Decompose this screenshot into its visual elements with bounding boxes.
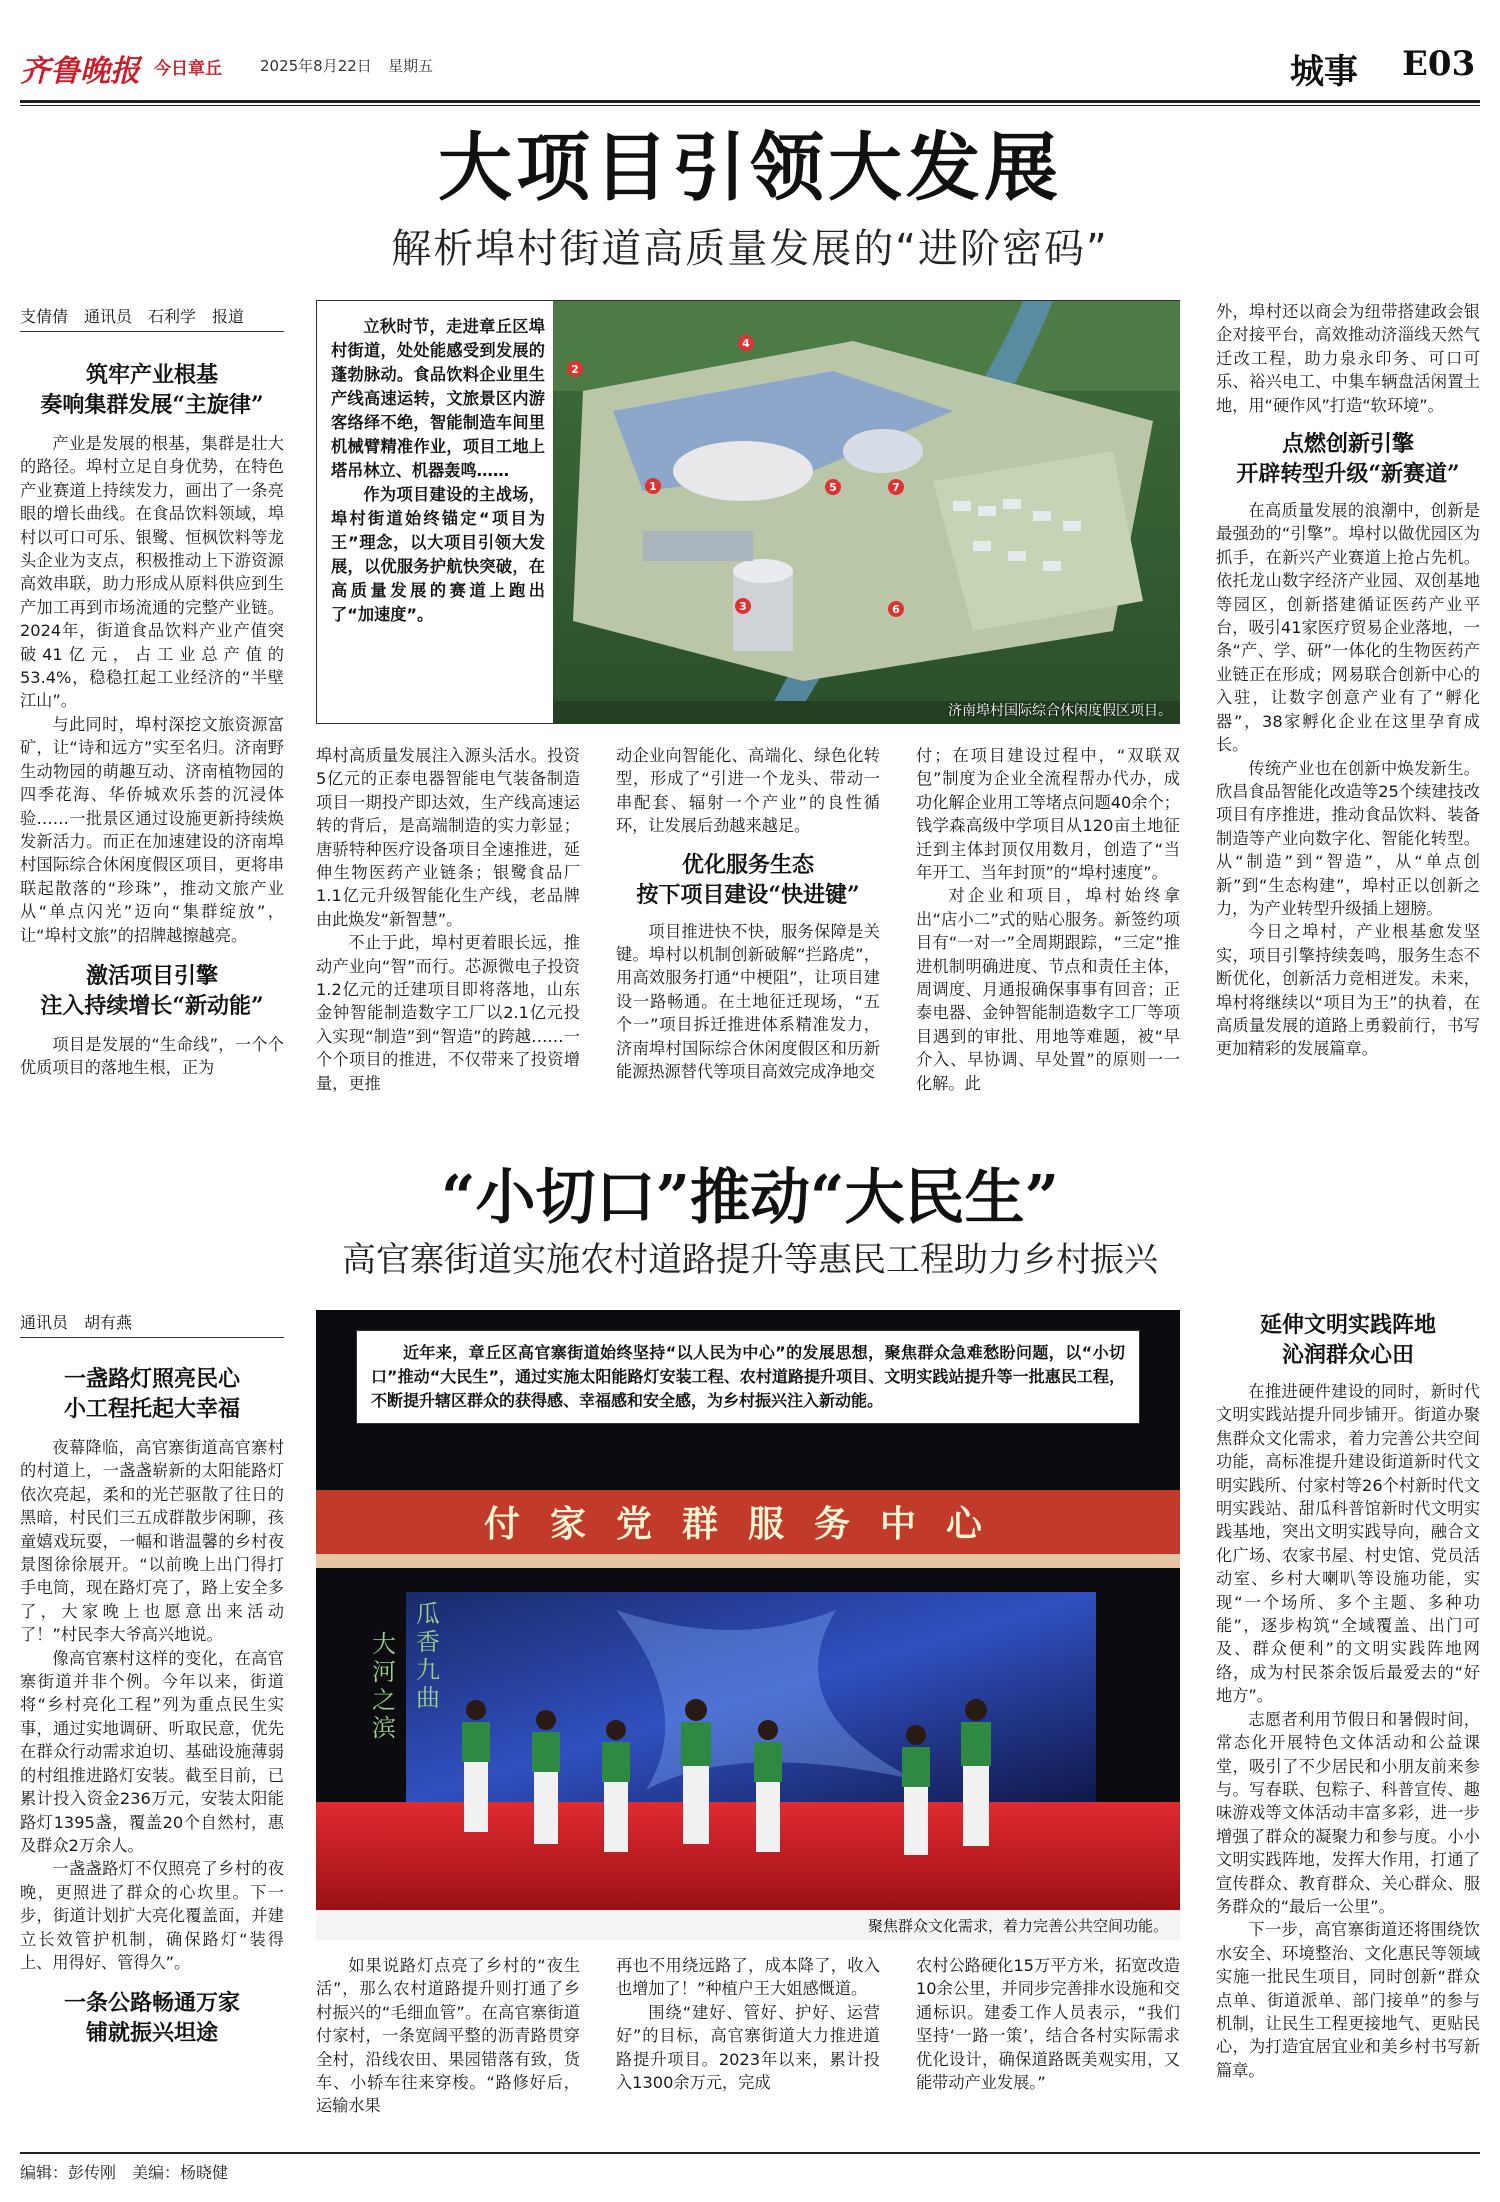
article1-column-1 [20,360,284,1140]
subheading-5a: 点燃创新引擎 [1281,431,1414,458]
section-tag: 今日章丘 [154,59,222,79]
paragraph: 农村公路硬化15万平方米，拓宽改造10余公里，并同步完善排水设施和交通标识。建委工作人员表示，“我们坚持‘一路一策’，结合各村实际需求优化设计，确保道路既美观实用，又能带动产业发展。” [916,1956,1180,2093]
paragraph: 在高质量发展的浪潮中，创新是最强劲的“引擎”。埠村以做优园区为抓手，在新兴产业赛道上抢占先机。依托龙山数字经济产业园、双创基地等园区，创新搭建循证医药产业平台，吸引41家医疗贸易企业落地，一条“产、学、研”一体化的生物医药产业链正在形成；网易联合创新中心的入驻，让数字创意产业有了“孵化器”，38家孵化企业在这里孕育成长。 [1216,501,1480,755]
photo-caption: 济南埠村国际综合休闲度假区项目。 [948,703,1172,719]
photo-marker: 2 [571,363,579,376]
paragraph: 下一步，高官寨街道还将围绕饮水安全、环境整治、文化惠民等领域实施一批民生项目，同时创新“群众点单、街道派单、部门接单”的参与机制，让民生工程更接地气、更贴民心，为打造宜居宜业和美乡村书写新篇章。 [1216,1920,1480,2080]
article2-subtitle: 高官寨街道实施农村道路提升等惠民工程助力乡村振兴 [342,1240,1158,1280]
lead-paragraph: 作为项目建设的主战场，埠村街道始终锚定“项目为王”理念，以大项目引领大发展，以优服务护航快突破，在高质量发展的赛道上跑出了“加速度”。 [331,485,545,624]
subheading-1a: 筑牢产业根基 [85,362,218,388]
photo-marker: 7 [892,481,900,494]
subheading-3a: 优化服务生态 [681,851,814,878]
article1-title: 大项目引领大发展 [438,125,1062,211]
article2-column-3 [616,1954,880,2144]
paragraph: 一盏盏路灯不仅照亮了乡村的夜晚，更照进了群众的心坎里。下一步，街道计划扩大亮化覆盖面，并建立长效管护机制，确保路灯“装得上、用得好、管得久”。 [20,1859,284,1972]
photo-marker: 6 [892,603,900,616]
paragraph: 付；在项目建设过程中，“双联双包”制度为企业全流程帮办代办，成功化解企业用工等堵点问题40余个；钱学森高级中学项目从120亩土地征迁到主体封顶仅用数月，创造了“当年开工、当年封顶”的“埠村速度”。 [916,746,1180,883]
backdrop-calligraphy-2: 大河之滨 [372,1630,396,1742]
article2-photo [316,1310,1180,1940]
subheading-a2-1a: 一盏路灯照亮民心 [63,1366,240,1392]
subheading-a2-1b: 小工程托起大幸福 [63,1396,240,1422]
masthead [20,44,1480,96]
backdrop-calligraphy-1: 瓜香九曲 [416,1600,440,1712]
paragraph: 围绕“建好、管好、护好、运营好”的目标，高官寨街道大力推进道路提升项目。2023年以来，累计投入1300余万元，完成 [616,2002,880,2093]
subheading-a2-5b: 沁润群众心田 [1281,1342,1414,1368]
article2-byline: 通讯员 胡有燕 [20,1310,284,1338]
stage-banner: 付家党群服务中心 [483,1503,1012,1545]
subheading-a2-5a: 延伸文明实践阵地 [1259,1312,1436,1338]
article1-column-4 [916,744,1180,1144]
page-number: E03 [1402,44,1476,84]
resort-aerial-photo [553,301,1180,724]
article1-column-2 [316,744,580,1144]
paper-name-logo: 齐鲁晚报 [20,54,140,89]
subheading-3b: 按下项目建设“快进键” [636,881,860,908]
article1-lead-box [316,300,1180,724]
paragraph: 夜幕降临，高官寨街道高官寨村的村道上，一盏盏崭新的太阳能路灯依次亮起，柔和的光芒驱散了往日的黑暗，村民们三五成群散步闲聊，孩童嬉戏玩耍，一幅和谐温馨的乡村夜景图徐徐展开。“以前晚上出门得打手电筒，现在路灯亮了，路上安全多了，大家晚上也愿意出来活动了！”村民李大爷高兴地说。 [20,1438,284,1645]
section-name: 城事 [1290,52,1358,92]
paragraph: 项目是发展的“生命线”，一个个优质项目的落地生根，正为 [20,1034,284,1078]
paragraph: 志愿者利用节假日和暑假时间，常态化开展特色文体活动和公益课堂，吸引了不少居民和小朋友前来参与。写春联、包粽子、科普宣传、趣味游戏等文体活动丰富多彩，进一步增强了群众的凝聚力和参与度。小小文明实践阵地，发挥大作用，打通了宣传群众、教育群众、关心群众、服务群众的“最后一公里”。 [1216,1709,1480,1916]
paragraph: 再也不用绕远路了，成本降了，收入也增加了！”种植户王大姐感慨道。 [616,1956,880,1999]
paragraph: 外，埠村还以商会为纽带搭建政会银企对接平台，高效推动济淄线天然气迁改工程，助力泉永印务、可口可乐、裕兴电工、中集车辆盘活闲置土地，用“硬作风”打造“软环境”。 [1216,302,1480,415]
article1-lead [331,315,545,627]
paragraph: 产业是发展的根基，集群是壮大的路径。埠村立足自身优势，在特色产业赛道上持续发力，画出了一条亮眼的增长曲线。在食品饮料领域，埠村以可口可乐、银鹭、恒枫饮料等龙头企业为支点，积极推动上下游资源高效串联，助力形成从原料供应到生产加工再到市场流通的完整产业链。2024年，街道食品饮料产业产值突破41亿元，占工业总产值的53.4%，稳稳扛起工业经济的“半壁江山”。 [20,434,284,711]
subheading-5b: 开辟转型升级“新赛道” [1236,461,1460,488]
photo-marker: 3 [739,600,747,613]
photo-marker: 5 [829,481,837,494]
article2-column-5 [1216,1310,1480,2144]
issue-date: 2025年8月22日 [260,57,372,75]
article2-column-1 [20,1364,284,2144]
article2-column-4 [916,1954,1180,2144]
article2-column-2 [316,1954,580,2144]
paragraph: 今日之埠村，产业根基愈发坚实，项目引擎持续轰鸣，服务生态不断优化，创新活力竞相迸发。未来，埠村将继续以“项目为王”的执着，在高质量发展的道路上勇毅前行，书写更加精彩的发展篇章。 [1216,922,1480,1059]
editor-credit: 编辑：彭传刚 美编：杨晓健 [20,2163,229,2182]
paragraph: 传统产业也在创新中焕发新生。欣昌食品智能化改造等25个续建技改项目有序推进，推动食品饮料、装备制造等产业向数字化、智能化转型。从“制造”到“智造”，从“单点创新”到“生态构建”，埠村正以创新之力，为产业转型升级插上翅膀。 [1216,758,1480,918]
paragraph: 在推进硬件建设的同时，新时代文明实践站提升同步铺开。街道办聚焦群众文化需求，着力完善公共空间功能，高标准提升建设街道新时代文明实践所、付家村等26个村新时代文明实践站、甜瓜科普馆新时代文明实践基地，突出文明实践导向，融合文化广场、农家书屋、村史馆、党员活动室、乡村大喇叭等设施功能，实现“一个场所、多个主题、多种功能”，逐步构筑“全域覆盖、出门可及、群众便利”的文明实践阵地网络，成为村民茶余饭后最爱去的“好地方”。 [1216,1382,1480,1706]
subheading-a2-2a: 一条公路畅通万家 [63,1990,240,2017]
issue-weekday: 星期五 [388,57,434,75]
paragraph: 埠村高质量发展注入源头活水。投资5亿元的正泰电器智能电气装备制造项目一期投产即达效，生产线高速运转的背后，是高端制造的实力彰显；唐骄特种医疗设备项目全速推进，延伸生物医药产业链条；银鹭食品厂1.1亿元升级智能化生产线，老品牌由此焕发“新智慧”。 [316,746,580,929]
article1-byline: 支倩倩 通讯员 石利学 报道 [20,304,284,332]
paragraph: 像高官寨村这样的变化，在高官寨街道并非个例。今年以来，街道将“乡村亮化工程”列为重点民生实事，通过实地调研、听取民意，优先在群众行动需求迫切、基础设施薄弱的村组推进路灯安装。截至目前，已累计投入资金236万元，安装太阳能路灯1395盏，覆盖20个自然村，惠及群众2万余人。 [20,1648,284,1855]
subheading-1b: 奏响集群发展“主旋律” [40,392,264,418]
photo-marker: 1 [649,480,657,493]
subheading-2b: 注入持续增长“新动能” [40,992,264,1019]
photo-marker: 4 [742,337,750,350]
paragraph: 如果说路灯点亮了乡村的“夜生活”，那么农村道路提升则打通了乡村振兴的“毛细血管”。在高官寨街道付家村，一条宽阔平整的沥青路贯穿全村，沿线农田、果园错落有致，货车、小轿车往来穿梭。“路修好后，运输水果 [316,1956,580,2116]
paragraph: 与此同时，埠村深挖文旅资源富矿，让“诗和远方”实至名归。济南野生动物园的萌趣互动、济南植物园的四季花海、华侨城欢乐荟的沉浸体验……一批景区通过设施更新持续焕发新活力。而正在加速建设的济南埠村国际综合休闲度假区项目，更将串联起散落的“珍珠”，推动文旅产业从“单点闪光”迈向“集群绽放”，让“埠村文旅”的招牌越擦越亮。 [20,714,284,945]
subheading-a2-2b: 铺就振兴坦途 [85,2020,218,2047]
lead-paragraph: 立秋时节，走进章丘区埠村街道，处处能感受到发展的蓬勃脉动。食品饮料企业里生产线高速运转，文旅景区内游客络绎不绝，智能制造车间里机械臂精准作业，项目工地上塔吊林立、机器轰鸣…… [331,317,545,480]
paragraph: 动企业向智能化、高端化、绿色化转型，形成了“引进一个龙头、带动一串配套、辐射一个产业”的良性循环，让发展后劲越来越足。 [616,746,880,836]
subheading-2a: 激活项目引擎 [85,962,218,989]
masthead-rule-thin [20,105,1480,106]
article2-lead: 近年来，章丘区高官寨街道始终坚持“以人民为中心”的发展思想，聚焦群众急难愁盼问题，以“小切口”推动“大民生”，通过实施太阳能路灯安装工程、农村道路提升项目、文明实践站提升等一批惠民工程，不断提升辖区群众的获得感、幸福感和安全感，为乡村振兴注入新动能。 [356,1330,1140,1424]
photo-caption: 聚焦群众文化需求，着力完善公共空间功能。 [867,1917,1168,1935]
article2-title: “小切口”推动“大民生” [440,1163,1060,1233]
paragraph: 不止于此，埠村更着眼长远，推动产业向“智”而行。芯源微电子投资1.2亿元的迁建项目即将落地，山东金钟智能制造数字工厂以2.1亿元投入实现“制造”到“智造”的跨越……一个个项目的推进，不仅带来了投资增量，更推 [316,933,580,1093]
article1-subtitle: 解析埠村街道高质量发展的“进阶密码” [391,226,1109,272]
article1-column-5 [1216,300,1480,1144]
paragraph: 项目推进快不快，服务保障是关键。埠村以机制创新破解“拦路虎”，用高效服务打通“中梗阻”，让项目建设一路畅通。在土地征迁现场，“五个一”项目拆迁推进体系精准发力，济南埠村国际综合休闲度假区和历新能源热源替代等项目高效完成净地交 [616,921,880,1082]
paragraph: 对企业和项目，埠村始终拿出“店小二”式的贴心服务。新签约项目有“一对一”全周期跟踪，“三定”推进机制明确进度、节点和责任主体，周调度、月通报确保事事有回音；正泰电器、金钟智能制造数字工厂等项目遇到的审批、用地等难题，被“早介入、早协调、早处置”的原则一一化解。此 [916,886,1180,1093]
footer-rule [20,2152,1480,2154]
article1-column-3 [616,744,880,1144]
masthead-rule [20,100,1480,103]
